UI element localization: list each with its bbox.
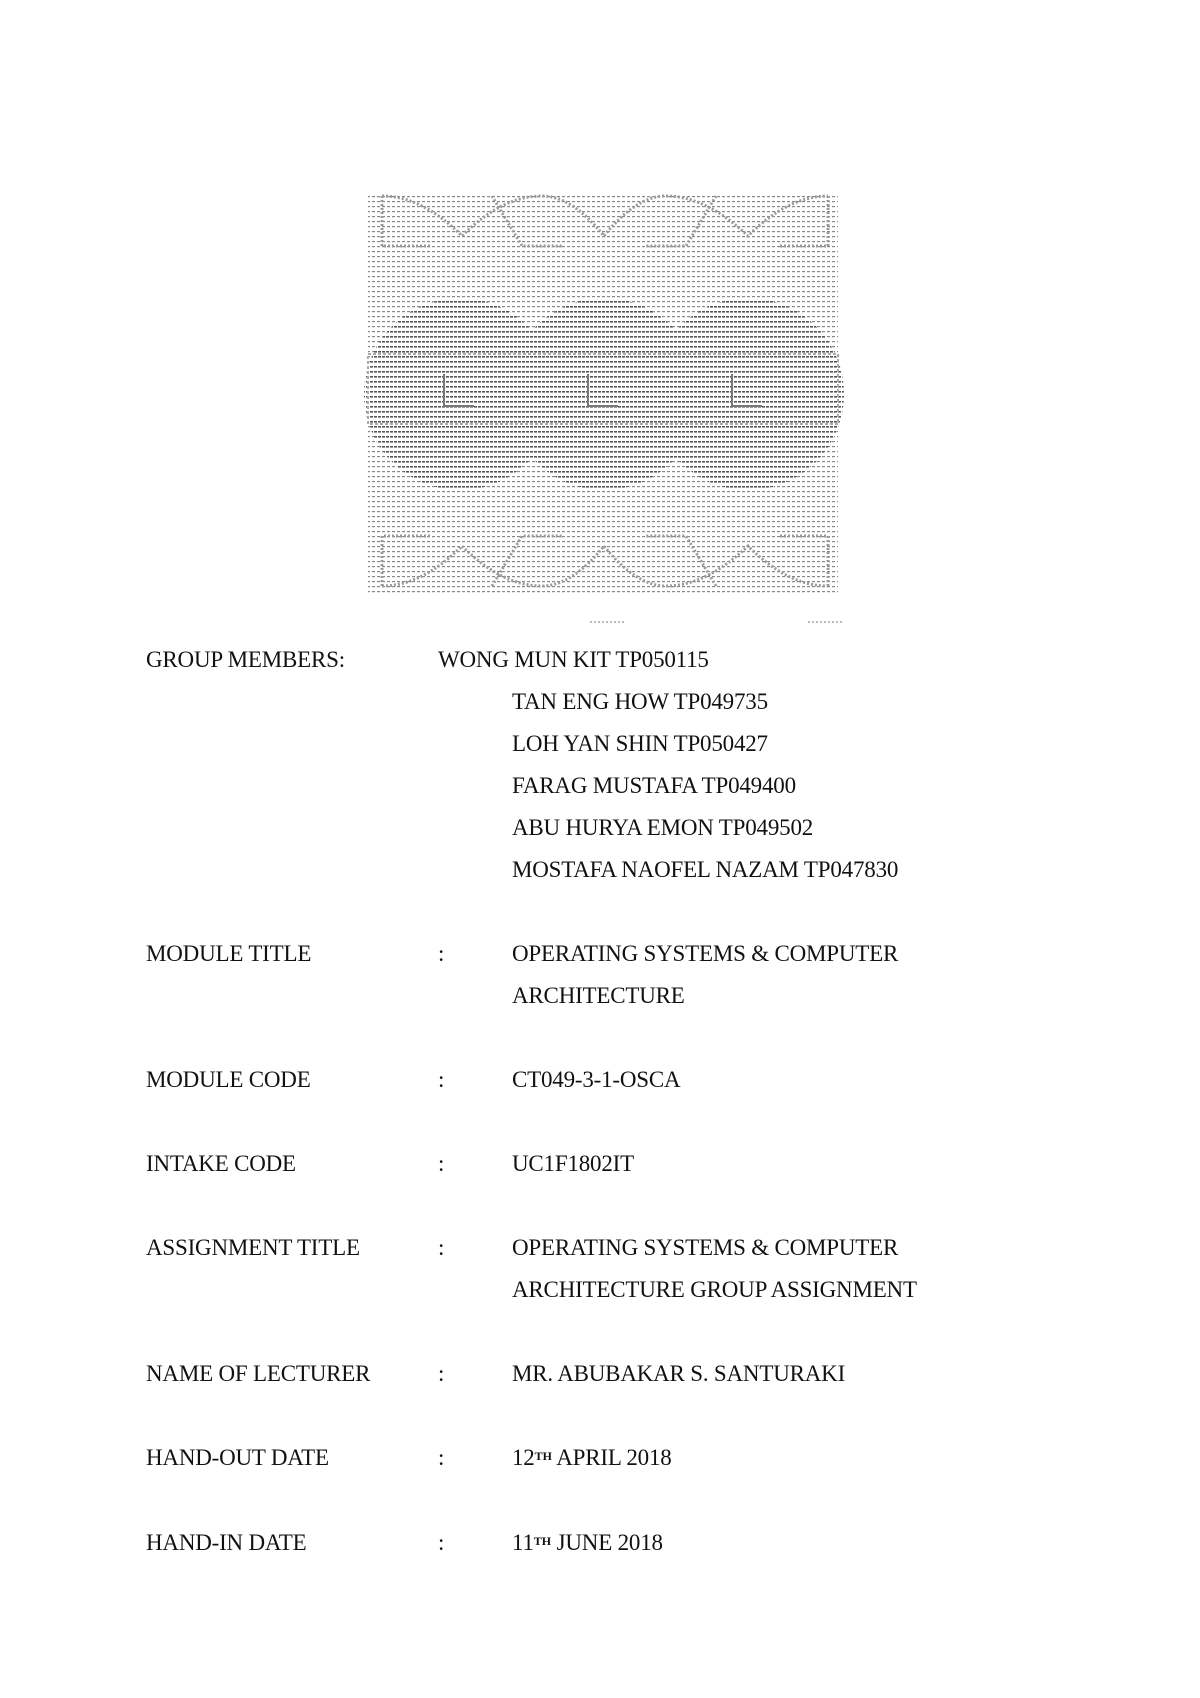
module-code-value: CT049-3-1-OSCA [512,1067,681,1092]
group-member-4: FARAG MUSTAFA TP049400 [512,773,796,798]
hand-in-date-value [512,1529,663,1557]
hand-out-date-value [512,1444,672,1472]
hand-in-date-label: HAND-IN DATE [146,1530,307,1555]
assignment-title-label: ASSIGNMENT TITLE [146,1235,360,1260]
hand-out-day: 12 [512,1445,535,1470]
hand-out-date-colon: : [438,1445,445,1470]
assignment-title-line-2: ARCHITECTURE GROUP ASSIGNMENT [512,1277,917,1302]
hand-out-date-label: HAND-OUT DATE [146,1445,329,1470]
module-code-colon: : [438,1067,445,1092]
hand-in-day-suffix: TH [533,1534,552,1548]
hand-in-month-year: JUNE 2018 [551,1530,663,1555]
crest-graphic [362,186,846,626]
hand-out-month-year: APRIL 2018 [551,1445,672,1470]
hand-in-date-colon: : [438,1530,445,1555]
module-title-colon: : [438,941,445,966]
module-title-line-2: ARCHITECTURE [512,983,685,1008]
intake-code-value: UC1F1802IT [512,1151,634,1176]
group-member-3: LOH YAN SHIN TP050427 [512,731,768,756]
lecturer-colon: : [438,1361,445,1386]
hand-in-day: 11 [512,1530,534,1555]
university-crest-logo [362,186,846,626]
assignment-title-colon: : [438,1235,445,1260]
module-code-label: MODULE CODE [146,1067,311,1092]
module-title-line-1: OPERATING SYSTEMS & COMPUTER [512,941,899,966]
intake-code-label: INTAKE CODE [146,1151,296,1176]
assignment-title-line-1: OPERATING SYSTEMS & COMPUTER [512,1235,899,1260]
module-title-label: MODULE TITLE [146,941,312,966]
lecturer-value: MR. ABUBAKAR S. SANTURAKI [512,1361,846,1386]
group-member-2: TAN ENG HOW TP049735 [512,689,768,714]
group-member-1: WONG MUN KIT TP050115 [438,647,709,672]
group-members-label: GROUP MEMBERS: [146,647,345,672]
group-member-6: MOSTAFA NAOFEL NAZAM TP047830 [512,857,899,882]
intake-code-colon: : [438,1151,445,1176]
lecturer-label: NAME OF LECTURER [146,1361,371,1386]
crest-circle-right [652,298,844,490]
group-member-5: ABU HURYA EMON TP049502 [512,815,814,840]
hand-out-day-suffix: TH [534,1449,552,1463]
